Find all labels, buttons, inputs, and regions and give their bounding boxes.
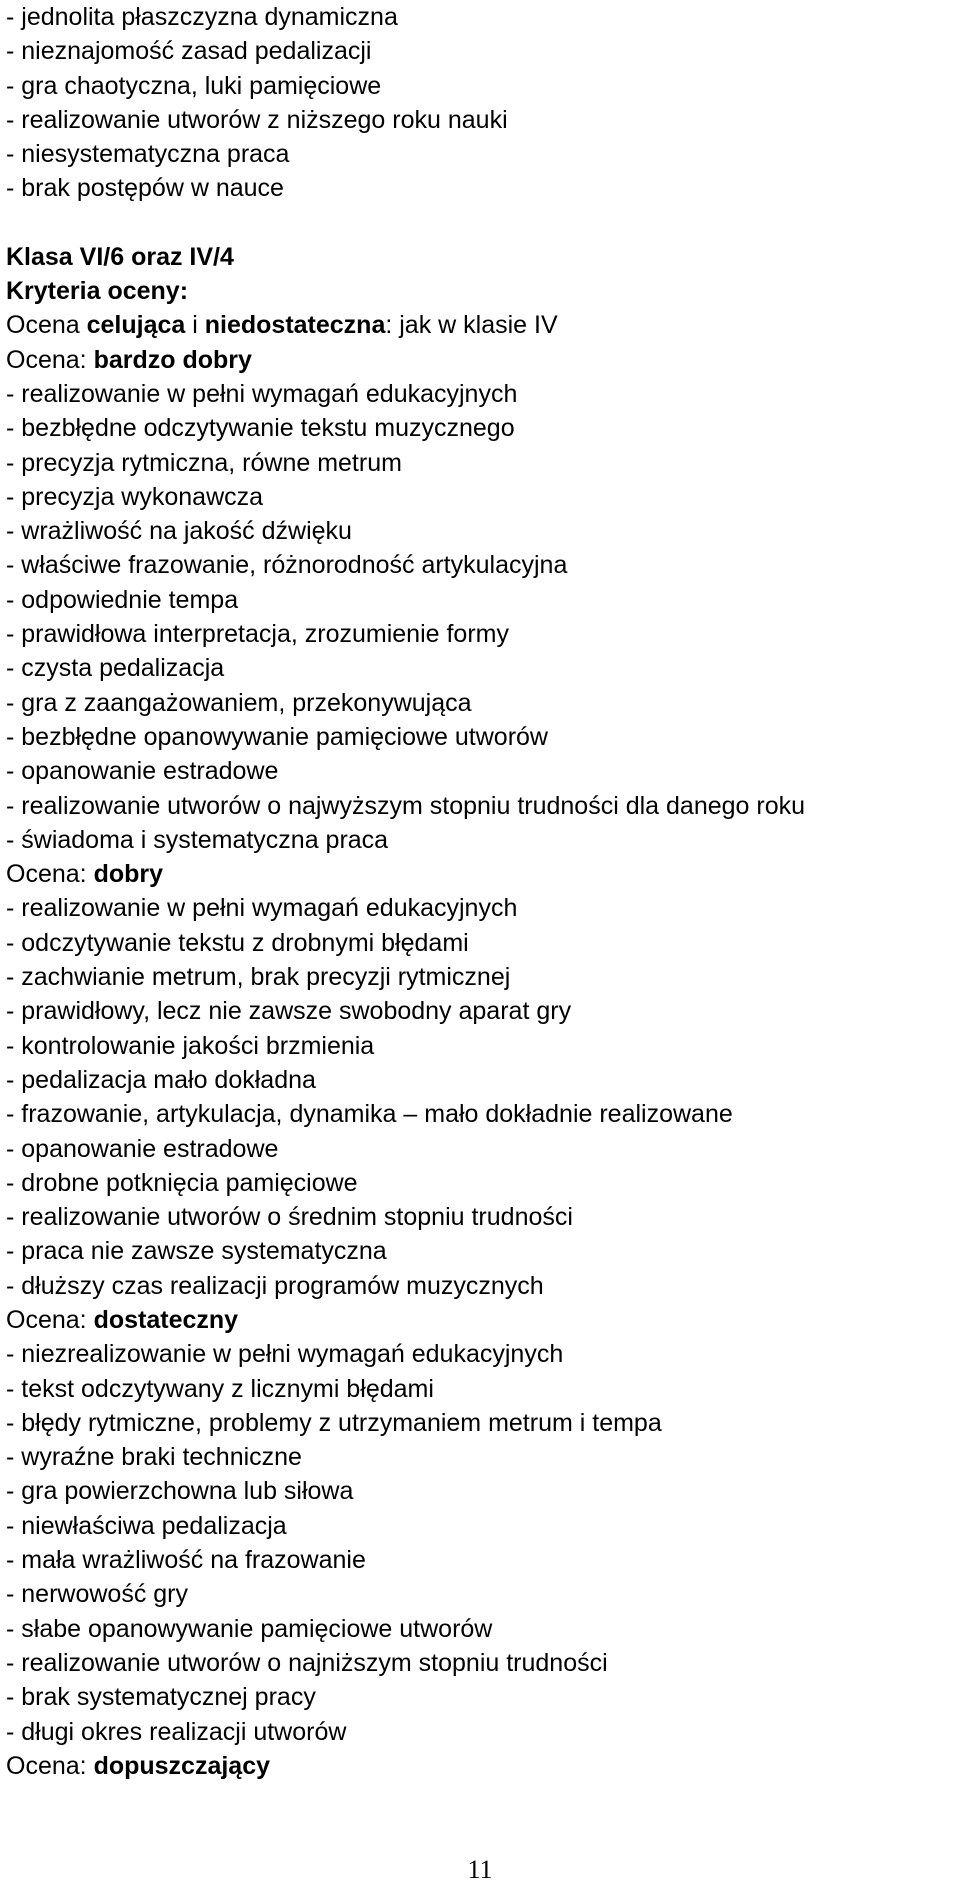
grade-heading (6, 1303, 956, 1337)
list-item: - prawidłowa interpretacja, zrozumienie formy (6, 620, 509, 649)
grade-label: Ocena: (6, 345, 94, 374)
list-item: - frazowanie, artykulacja, dynamika – mało dokładnie realizowane (6, 1100, 733, 1129)
list-item: - nieznajomość zasad pedalizacji (6, 37, 372, 66)
list-item: - pedalizacja mało dokładna (6, 1065, 316, 1094)
list-item: - czysta pedalizacja (6, 654, 225, 683)
list-item: - brak postępów w nauce (6, 174, 284, 203)
list-item: - niewłaściwa pedalizacja (6, 1511, 287, 1540)
grade-label: Ocena: (6, 1305, 94, 1334)
list-item: - precyzja wykonawcza (6, 482, 264, 511)
grade-label: Ocena: (6, 860, 94, 889)
list-item: - tekst odczytywany z licznymi błędami (6, 1374, 434, 1403)
list-item: - słabe opanowywanie pamięciowe utworów (6, 1614, 493, 1643)
list-item: - drobne potknięcia pamięciowe (6, 1168, 358, 1197)
grade-heading (6, 1749, 956, 1783)
list-item: - realizowanie w pełni wymagań edukacyjnych (6, 894, 518, 923)
list-item: - odpowiednie tempa (6, 585, 239, 614)
list-item: - świadoma i systematyczna praca (6, 825, 389, 854)
list-item: - mała wrażliwość na frazowanie (6, 1546, 366, 1575)
niedostateczna-label: niedostateczna (204, 311, 386, 340)
list-item: - realizowanie utworów o najwyższym stopniu trudności dla danego roku (6, 791, 806, 820)
list-item: - jednolita płaszczyzna dynamiczna (6, 3, 398, 31)
list-item: - błędy rytmiczne, problemy z utrzymaniem metrum i tempa (6, 1408, 662, 1437)
grade-name: bardzo dobry (93, 345, 252, 374)
celujaca-suffix: : jak w klasie IV (385, 311, 558, 340)
list-item: - kontrolowanie jakości brzmienia (6, 1031, 375, 1060)
list-item: - brak systematycznej pracy (6, 1683, 316, 1712)
grade-name: dostateczny (93, 1305, 239, 1334)
list-item: - zachwianie metrum, brak precyzji rytmicznej (6, 963, 511, 992)
list-item: - gra chaotyczna, luki pamięciowe (6, 71, 382, 100)
celujaca-niedostateczna-line (6, 308, 956, 342)
grade-name: dopuszczający (93, 1751, 271, 1780)
list-item: - bezbłędne odczytywanie tekstu muzycznego (6, 414, 515, 443)
list-item: - niesystematyczna praca (6, 140, 290, 169)
celujaca-middle: i (185, 311, 205, 340)
list-item: - niezrealizowanie w pełni wymagań edukacyjnych (6, 1340, 564, 1369)
grades-container (6, 343, 956, 1783)
list-item: - gra powierzchowna lub siłowa (6, 1477, 354, 1506)
list-item: - opanowanie estradowe (6, 1134, 279, 1163)
list-item: - dłuższy czas realizacji programów muzycznych (6, 1271, 544, 1300)
list-item: - wyraźne braki techniczne (6, 1443, 302, 1472)
list-item: - właściwe frazowanie, różnorodność artykulacyjna (6, 551, 568, 580)
list-item: - realizowanie utworów o średnim stopniu trudności (6, 1203, 573, 1232)
celujaca-prefix: Ocena (6, 311, 87, 340)
list-item: - precyzja rytmiczna, równe metrum (6, 448, 402, 477)
list-item: - prawidłowy, lecz nie zawsze swobodny aparat gry (6, 997, 572, 1026)
list-item: - realizowanie utworów o najniższym stopniu trudności (6, 1648, 608, 1677)
list-item: - realizowanie w pełni wymagań edukacyjnych (6, 379, 518, 408)
document-page (6, 0, 956, 1783)
list-item: - odczytywanie tekstu z drobnymi błędami (6, 928, 469, 957)
intro-list (6, 0, 956, 206)
celujaca-label: celująca (86, 311, 186, 340)
page-number: 11 (467, 1855, 493, 1884)
list-item: - wrażliwość na jakość dźwięku (6, 517, 352, 546)
grade-heading (6, 343, 956, 377)
list-item: - bezbłędne opanowywanie pamięciowe utworów (6, 722, 548, 751)
grade-name: dobry (93, 860, 164, 889)
grade-heading (6, 857, 956, 891)
criteria-heading: Kryteria oceny: (6, 277, 189, 306)
list-item: - długi okres realizacji utworów (6, 1717, 347, 1746)
grade-label: Ocena: (6, 1751, 94, 1780)
section-gap (6, 206, 956, 240)
section-title: Klasa VI/6 oraz IV/4 (6, 242, 234, 271)
list-item: - praca nie zawsze systematyczna (6, 1237, 387, 1266)
list-item: - opanowanie estradowe (6, 757, 279, 786)
list-item: - realizowanie utworów z niższego roku nauki (6, 105, 508, 134)
list-item: - gra z zaangażowaniem, przekonywująca (6, 688, 472, 717)
list-item: - nerwowość gry (6, 1580, 188, 1609)
